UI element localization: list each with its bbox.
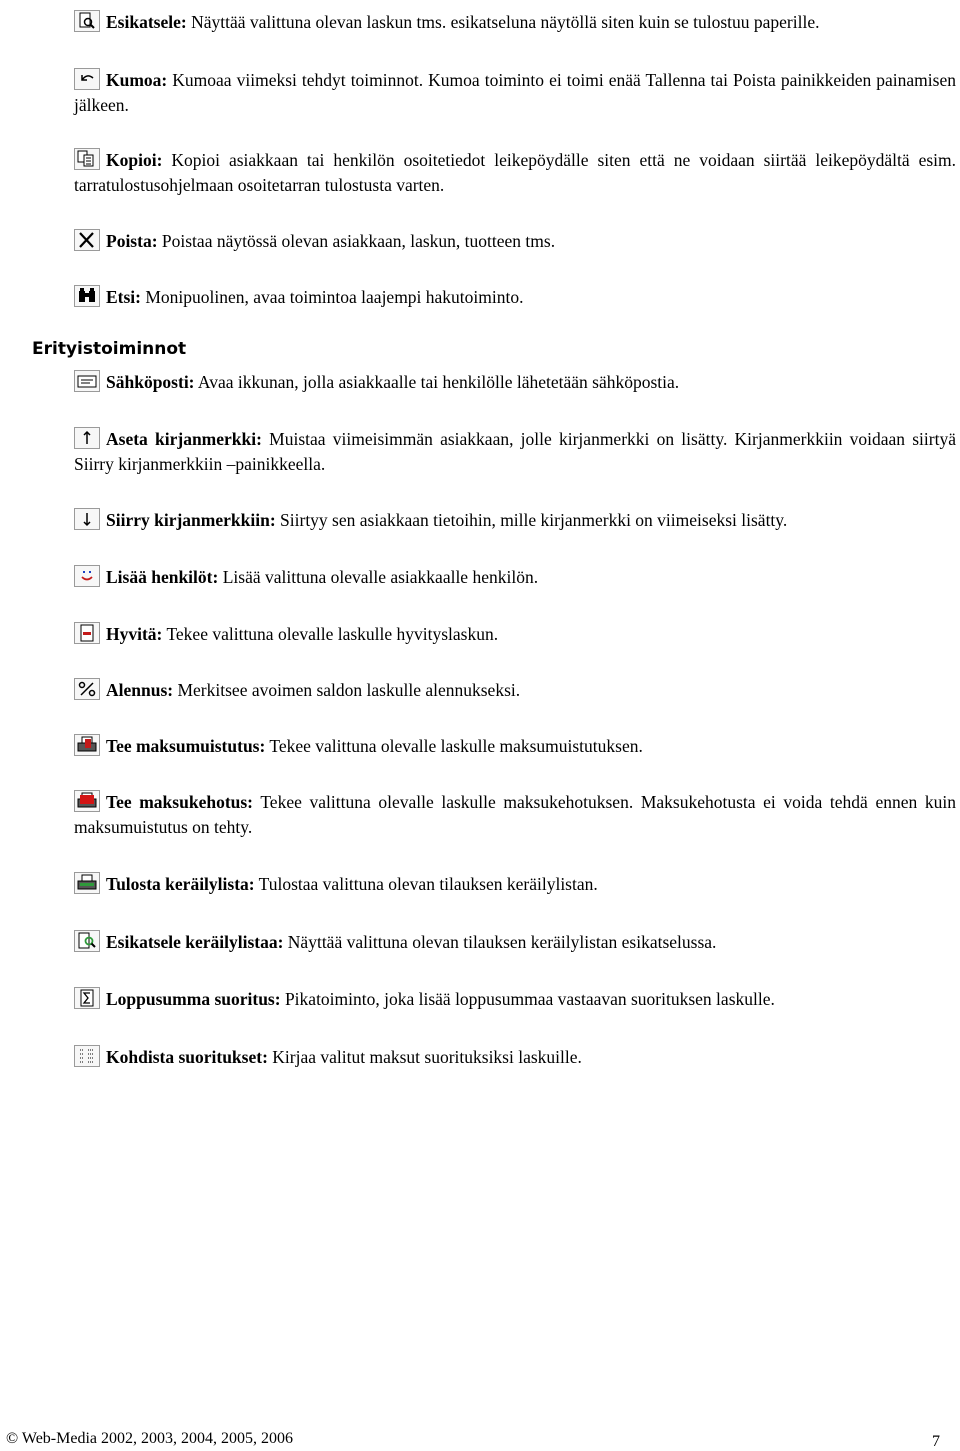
entry-desc: Kirjaa valitut maksut suorituksiksi laskuille. <box>267 1047 582 1067</box>
entry-lisaa-henkilot <box>74 565 956 590</box>
entry-desc: Kumoaa viimeksi tehdyt toiminnot. Kumoa toiminto ei toimi enää Tallenna tai Poista painikkeiden painamisen jälkeen. <box>74 70 956 115</box>
entry-term: Kumoa: <box>106 70 168 90</box>
entry-term: Tee maksukehotus: <box>106 792 254 812</box>
collection-printer-icon <box>74 790 100 812</box>
percent-icon <box>74 678 100 700</box>
entry-hyvita <box>74 622 956 647</box>
entry-desc: Lisää valittuna olevalle asiakkaalle henkilön. <box>218 567 539 587</box>
entry-desc: Monipuolinen, avaa toimintoa laajempi hakutoiminto. <box>141 287 524 307</box>
footer-copyright: © Web-Media 2002, 2003, 2004, 2005, 2006 <box>6 1430 293 1447</box>
allocate-payments-icon <box>74 1045 100 1067</box>
entry-desc: Näyttää valittuna olevan laskun tms. esikatseluna näytöllä siten kuin se tulostuu paperille. <box>186 12 820 32</box>
copy-icon <box>74 148 100 170</box>
entry-desc: Tulostaa valittuna olevan tilauksen keräilylistan. <box>254 874 598 894</box>
section-heading: Erityistoiminnot <box>32 339 187 359</box>
sum-payment-icon <box>74 987 100 1009</box>
entry-term: Siirry kirjanmerkkiin: <box>106 510 276 530</box>
entry-term: Lisää henkilöt: <box>106 567 219 587</box>
entry-esikatsele-kerailylistaa <box>74 930 956 955</box>
entry-kumoa <box>74 68 956 118</box>
entry-desc: Tekee valittuna olevalle laskulle maksumuistutuksen. <box>265 736 643 756</box>
entry-kohdista-suoritukset <box>74 1045 956 1070</box>
arrow-down-icon <box>74 508 100 530</box>
entry-sahkoposti <box>74 370 956 395</box>
preview-icon <box>74 10 100 32</box>
entry-term: Esikatsele keräilylistaa: <box>106 932 284 952</box>
entry-siirry-kirjanmerkkiin <box>74 508 956 533</box>
entry-term: Poista: <box>106 231 158 251</box>
footer-page-number: 7 <box>932 1433 940 1450</box>
arrow-up-icon <box>74 427 100 449</box>
entry-esikatsele <box>74 10 956 35</box>
entry-desc: Tekee valittuna olevalle laskulle maksukehotuksen. Maksukehotusta ei voida tehdä ennen kuin maksumuistutus on tehty. <box>74 792 956 837</box>
entry-desc: Siirtyy sen asiakkaan tietoihin, mille kirjanmerkki on viimeiseksi lisätty. <box>275 510 788 530</box>
entry-desc: Merkitsee avoimen saldon laskulle alennukseksi. <box>173 680 521 700</box>
entry-tee-maksumuistutus <box>74 734 956 759</box>
entry-desc: Tekee valittuna olevalle laskulle hyvityslaskun. <box>162 624 499 644</box>
picklist-preview-icon <box>74 930 100 952</box>
entry-etsi <box>74 285 956 310</box>
entry-term: Etsi: <box>106 287 141 307</box>
entry-desc: Poistaa näytössä olevan asiakkaan, laskun, tuotteen tms. <box>157 231 556 251</box>
entry-term: Hyvitä: <box>106 624 163 644</box>
entry-term: Tee maksumuistutus: <box>106 736 266 756</box>
email-icon <box>74 370 100 392</box>
entry-term: Kopioi: <box>106 150 163 170</box>
entry-poista <box>74 229 956 254</box>
entry-term: Kohdista suoritukset: <box>106 1047 268 1067</box>
entry-tee-maksukehotus <box>74 790 956 840</box>
picklist-printer-icon <box>74 872 100 894</box>
entry-aseta-kirjanmerkki <box>74 427 956 477</box>
entry-term: Aseta kirjanmerkki: <box>106 429 262 449</box>
entry-loppusumma-suoritus <box>74 987 956 1012</box>
entry-term: Tulosta keräilylista: <box>106 874 255 894</box>
entry-term: Sähköposti: <box>106 372 195 392</box>
entry-desc: Näyttää valittuna olevan tilauksen keräilylistan esikatselussa. <box>283 932 717 952</box>
entry-kopioi <box>74 148 956 198</box>
entry-term: Loppusumma suoritus: <box>106 989 281 1009</box>
entry-desc: Muistaa viimeisimmän asiakkaan, jolle kirjanmerkki on lisätty. Kirjanmerkkiin voidaan siirtyä Siirry kirjanmerkkiin –painikkeella. <box>74 429 956 474</box>
entry-tulosta-kerailylista <box>74 872 956 897</box>
entry-desc: Pikatoiminto, joka lisää loppusummaa vastaavan suorituksen laskulle. <box>280 989 775 1009</box>
entry-term: Alennus: <box>106 680 174 700</box>
undo-icon <box>74 68 100 90</box>
delete-icon <box>74 229 100 251</box>
credit-note-icon <box>74 622 100 644</box>
binoculars-icon <box>74 285 100 307</box>
entry-desc: Kopioi asiakkaan tai henkilön osoitetiedot leikepöydälle siten että ne voidaan siirtää leikepöydältä esim. tarratulostusohjelmaan osoitetarran tulostusta varten. <box>74 150 956 195</box>
entry-term: Esikatsele: <box>106 12 187 32</box>
smiley-icon <box>74 565 100 587</box>
entry-alennus <box>74 678 956 703</box>
entry-desc: Avaa ikkunan, jolla asiakkaalle tai henkilölle lähetetään sähköpostia. <box>194 372 680 392</box>
reminder-printer-icon <box>74 734 100 756</box>
